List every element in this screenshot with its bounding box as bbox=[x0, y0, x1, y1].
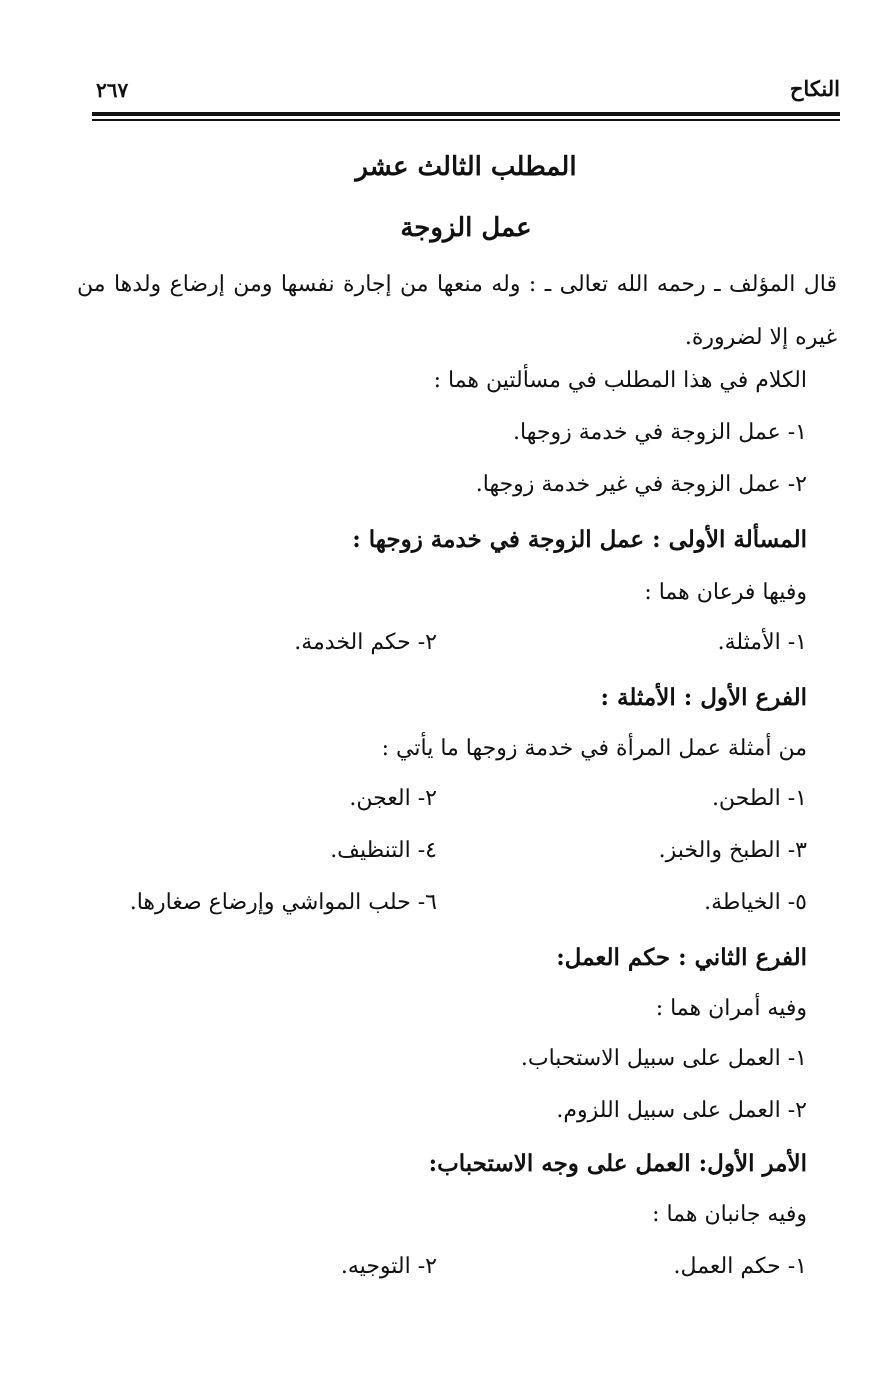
page-header bbox=[92, 76, 840, 108]
issue-one-lead: وفيها فرعان هما : bbox=[644, 580, 807, 605]
list-item: ٤- التنظيف. bbox=[330, 838, 437, 863]
list-row bbox=[107, 838, 807, 870]
list-row bbox=[107, 630, 807, 662]
list-item: ١- حكم العمل. bbox=[673, 1254, 807, 1279]
section-subtitle: عمل الزوجة bbox=[400, 213, 532, 243]
list-row bbox=[107, 890, 807, 922]
issue-one-heading: المسألة الأولى : عمل الزوجة في خدمة زوجها : bbox=[352, 526, 807, 553]
header-rule-thick bbox=[92, 112, 840, 116]
list-item: ٥- الخياطة. bbox=[704, 890, 807, 915]
list-item: ٢- العجن. bbox=[349, 786, 437, 811]
list-item: ٢- التوجيه. bbox=[340, 1254, 437, 1279]
page-number: ٢٦٧ bbox=[96, 78, 129, 102]
list-row bbox=[107, 786, 807, 818]
list-item: ١- الطحن. bbox=[711, 786, 807, 811]
list-item: ٢- حكم الخدمة. bbox=[294, 630, 437, 655]
running-title: النكاح bbox=[789, 76, 840, 101]
list-item: ٦- حلب المواشي وإرضاع صغارها. bbox=[129, 890, 437, 915]
overview-item: ١- عمل الزوجة في خدمة زوجها. bbox=[513, 420, 807, 445]
branch-two-item: ٢- العمل على سبيل اللزوم. bbox=[556, 1098, 807, 1123]
overview-item: ٢- عمل الزوجة في غير خدمة زوجها. bbox=[475, 472, 807, 497]
header-rule-thin bbox=[92, 119, 840, 121]
branch-two-lead: وفيه أمران هما : bbox=[655, 996, 807, 1021]
branch-two-item: ١- العمل على سبيل الاستحباب. bbox=[520, 1046, 807, 1071]
branch-one-lead: من أمثلة عمل المرأة في خدمة زوجها ما يأتي : bbox=[381, 736, 807, 761]
branch-one-heading: الفرع الأول : الأمثلة : bbox=[600, 684, 807, 711]
matter-one-heading: الأمر الأول: العمل على وجه الاستحباب: bbox=[428, 1150, 807, 1177]
matter-one-lead: وفيه جانبان هما : bbox=[652, 1202, 807, 1227]
overview-lead: الكلام في هذا المطلب في مسألتين هما : bbox=[433, 368, 807, 393]
branch-two-heading: الفرع الثاني : حكم العمل: bbox=[556, 944, 807, 971]
list-item: ١- الأمثلة. bbox=[717, 630, 807, 655]
section-title: المطلب الثالث عشر bbox=[355, 152, 577, 182]
list-item: ٣- الطبخ والخبز. bbox=[658, 838, 807, 863]
list-row bbox=[107, 1254, 807, 1286]
intro-paragraph: قال المؤلف ـ رحمه الله تعالى ـ : وله منعها من إجارة نفسها ومن إرضاع ولدها من غيره إلا لضرورة. bbox=[77, 272, 837, 350]
